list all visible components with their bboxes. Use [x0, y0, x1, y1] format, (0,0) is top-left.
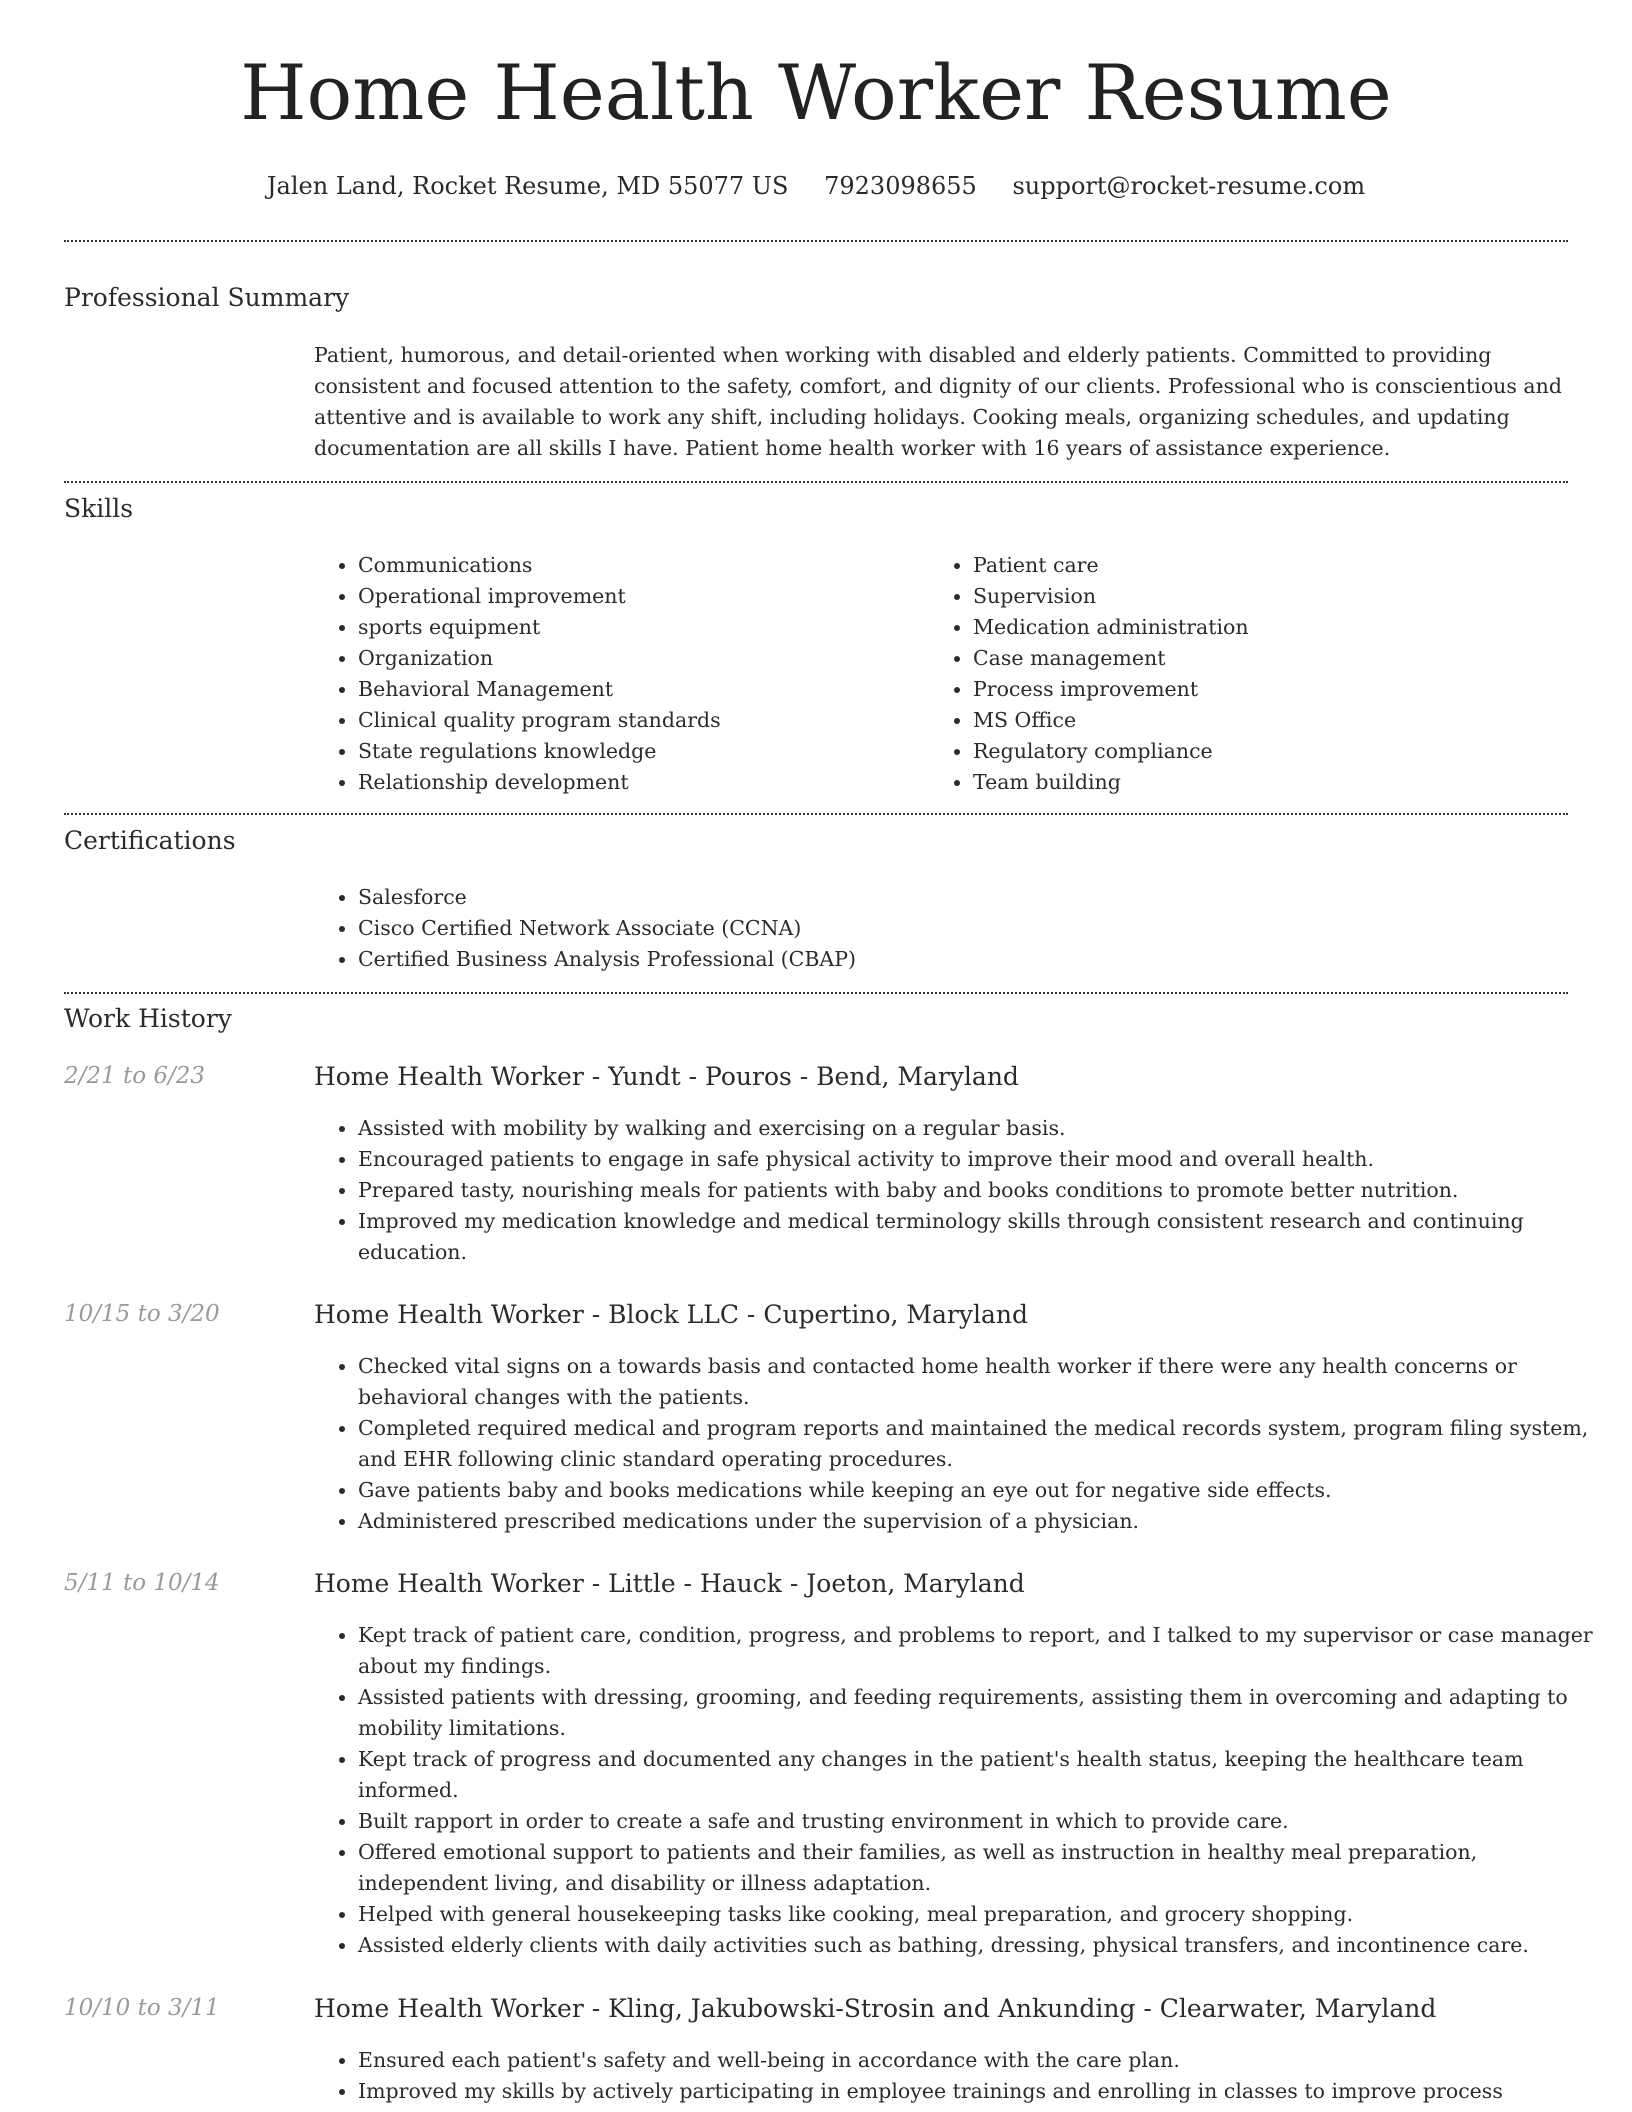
- skill-item: • Communications: [358, 550, 918, 581]
- contact-address: Jalen Land, Rocket Resume, MD 55077 US: [266, 172, 789, 200]
- skill-item: • Supervision: [973, 581, 1533, 612]
- divider: [64, 481, 1568, 483]
- job-bullet: • Prepared tasty, nourishing meals for patients with baby and books conditions to promote better nutrition.: [358, 1175, 1608, 1206]
- certifications-list: [314, 882, 1608, 975]
- job-bullets: [314, 1351, 1608, 1537]
- skill-item: • State regulations knowledge: [358, 736, 918, 767]
- job-bullet: • Built rapport in order to create a safe and trusting environment in which to provide care.: [358, 1806, 1608, 1837]
- job-dates: 5/11 to 10/14: [64, 1570, 220, 1596]
- skill-item: • Operational improvement: [358, 581, 918, 612]
- certification-item: • Cisco Certified Network Associate (CCNA): [358, 913, 1608, 944]
- job-dates: 10/10 to 3/11: [64, 1995, 220, 2021]
- skill-item: • Team building: [973, 767, 1533, 798]
- job-bullet: • Assisted with mobility by walking and exercising on a regular basis.: [358, 1113, 1608, 1144]
- job-bullet: • Checked vital signs on a towards basis and contacted home health worker if there were any health concerns or behavioral changes with the patients.: [358, 1351, 1608, 1413]
- job-bullet: • Helped with general housekeeping tasks like cooking, meal preparation, and grocery shopping.: [358, 1899, 1608, 1930]
- job-bullet: • Kept track of progress and documented any changes in the patient's health status, keeping the healthcare team informed.: [358, 1744, 1608, 1806]
- skill-item: • Organization: [358, 643, 918, 674]
- job-bullet: • Assisted elderly clients with daily activities such as bathing, dressing, physical transfers, and incontinence care.: [358, 1930, 1608, 1961]
- skill-item: • Relationship development: [358, 767, 918, 798]
- job-bullet: • Offered emotional support to patients and their families, as well as instruction in healthy meal preparation, independent living, and disability or illness adaptation.: [358, 1837, 1608, 1899]
- certification-item: • Salesforce: [358, 882, 1608, 913]
- job-dates: 2/21 to 6/23: [64, 1063, 206, 1089]
- job-bullets: [314, 1620, 1608, 1961]
- job-bullet: • Administered prescribed medications under the supervision of a physician.: [358, 1506, 1608, 1537]
- job-title: Home Health Worker - Kling, Jakubowski-Strosin and Ankunding - Clearwater, Maryland: [314, 1994, 1437, 2023]
- job-bullet: • Encouraged patients to engage in safe physical activity to improve their mood and overall health.: [358, 1144, 1608, 1175]
- contact-email: support@rocket-resume.com: [1012, 172, 1366, 200]
- skill-item: • sports equipment: [358, 612, 918, 643]
- section-heading-skills: Skills: [64, 494, 134, 523]
- contact-phone: 7923098655: [824, 172, 977, 200]
- resume-title: Home Health Worker Resume: [240, 48, 1392, 137]
- job-bullet: • Improved my skills by actively participating in employee trainings and enrolling in classes to improve process: [358, 2076, 1608, 2107]
- job-title: Home Health Worker - Block LLC - Cupertino, Maryland: [314, 1300, 1028, 1329]
- job-bullet: • Assisted patients with dressing, grooming, and feeding requirements, assisting them in overcoming and adapting to mobility limitations.: [358, 1682, 1608, 1744]
- section-heading-work-history: Work History: [64, 1004, 232, 1033]
- job-title: Home Health Worker - Little - Hauck - Joeton, Maryland: [314, 1569, 1025, 1598]
- job-bullet: • Ensured each patient's safety and well-being in accordance with the care plan.: [358, 2045, 1608, 2076]
- job-bullets: [314, 1113, 1608, 1268]
- skills-list-right: [929, 550, 1533, 798]
- summary-text: Patient, humorous, and detail-oriented when working with disabled and elderly patients. Committed to providing consistent and focused attention to the safety, comfort, and dignity of our clients. Professional who is conscientious and attentive and is available to work any shift, including holidays. Cooking meals, organizing schedules, and updating documentation are all skills I have. Patient home health worker with 16 years of assistance experience.: [314, 343, 1562, 460]
- job-bullets: [314, 2045, 1608, 2107]
- skill-item: • MS Office: [973, 705, 1533, 736]
- job-bullet: • Kept track of patient care, condition, progress, and problems to report, and I talked to my supervisor or case manager about my findings.: [358, 1620, 1608, 1682]
- job-title: Home Health Worker - Yundt - Pouros - Bend, Maryland: [314, 1062, 1019, 1091]
- skills-list-left: [314, 550, 918, 798]
- skill-item: • Case management: [973, 643, 1533, 674]
- job-bullet: • Improved my medication knowledge and medical terminology skills through consistent research and continuing education.: [358, 1206, 1608, 1268]
- skill-item: • Patient care: [973, 550, 1533, 581]
- job-bullet: • Completed required medical and program reports and maintained the medical records system, program filing system, and EHR following clinic standard operating procedures.: [358, 1413, 1608, 1475]
- job-dates: 10/15 to 3/20: [64, 1301, 220, 1327]
- section-heading-certifications: Certifications: [64, 826, 236, 855]
- job-bullet: • Gave patients baby and books medications while keeping an eye out for negative side effects.: [358, 1475, 1608, 1506]
- divider: [64, 992, 1568, 994]
- contact-line: [0, 172, 1632, 200]
- skill-item: • Behavioral Management: [358, 674, 918, 705]
- skill-item: • Process improvement: [973, 674, 1533, 705]
- divider: [64, 813, 1568, 815]
- divider: [64, 240, 1568, 242]
- certification-item: • Certified Business Analysis Professional (CBAP): [358, 944, 1608, 975]
- skill-item: • Medication administration: [973, 612, 1533, 643]
- section-heading-summary: Professional Summary: [64, 283, 350, 312]
- skill-item: • Clinical quality program standards: [358, 705, 918, 736]
- skill-item: • Regulatory compliance: [973, 736, 1533, 767]
